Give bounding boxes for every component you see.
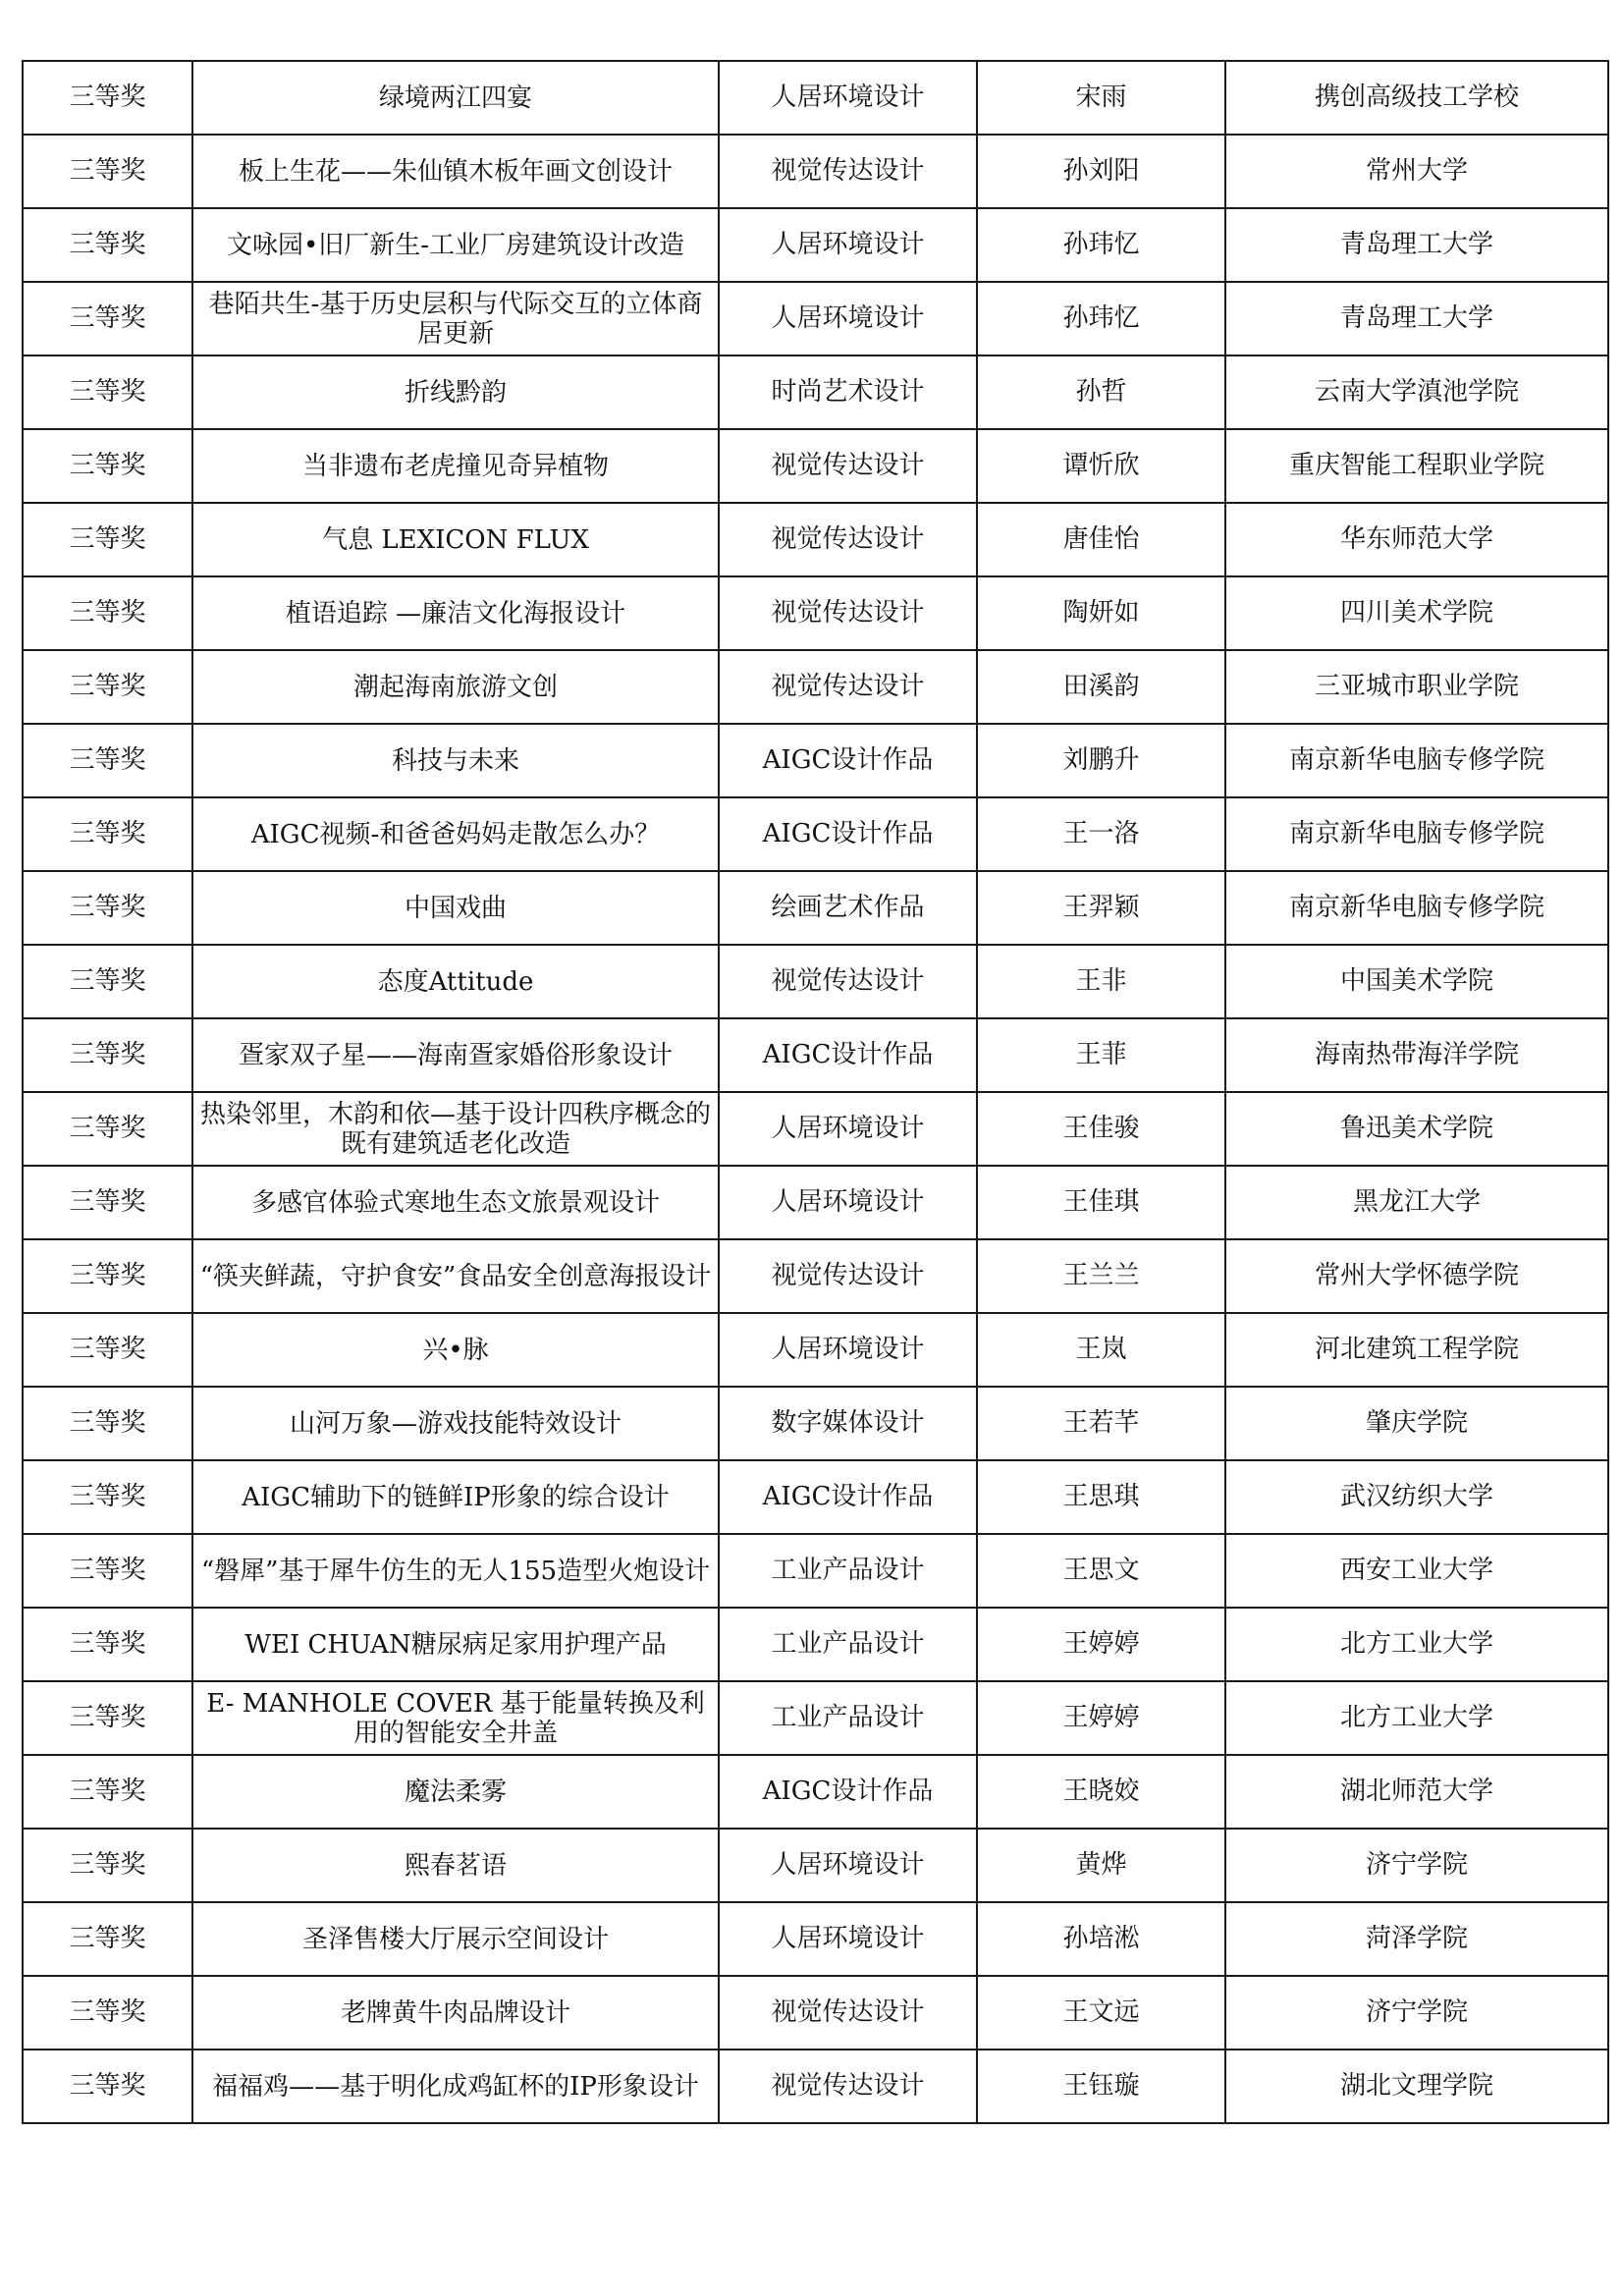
school-cell: 武汉纺织大学 xyxy=(1225,1460,1608,1534)
table-row xyxy=(23,724,1608,797)
award-cell: 三等奖 xyxy=(23,1976,192,2050)
school-cell: 青岛理工大学 xyxy=(1225,282,1608,355)
award-cell: 三等奖 xyxy=(23,1166,192,1239)
school-cell: 北方工业大学 xyxy=(1225,1681,1608,1755)
category-cell: 人居环境设计 xyxy=(719,1313,977,1387)
title-cell: WEI CHUAN糖尿病足家用护理产品 xyxy=(192,1608,719,1681)
category-cell: 数字媒体设计 xyxy=(719,1387,977,1460)
title-cell: 老牌黄牛肉品牌设计 xyxy=(192,1976,719,2050)
title-cell: AIGC视频-和爸爸妈妈走散怎么办？ xyxy=(192,797,719,871)
school-cell: 携创高级技工学校 xyxy=(1225,61,1608,135)
table-row xyxy=(23,1608,1608,1681)
title-cell: 兴•脉 xyxy=(192,1313,719,1387)
category-cell: 时尚艺术设计 xyxy=(719,355,977,429)
category-cell: AIGC设计作品 xyxy=(719,797,977,871)
award-cell: 三等奖 xyxy=(23,1460,192,1534)
school-cell: 济宁学院 xyxy=(1225,1976,1608,2050)
award-cell: 三等奖 xyxy=(23,1829,192,1902)
table-row xyxy=(23,61,1608,135)
award-list-sheet xyxy=(22,60,1607,2124)
category-cell: 视觉传达设计 xyxy=(719,503,977,576)
author-cell: 王钰璇 xyxy=(977,2050,1225,2123)
award-cell: 三等奖 xyxy=(23,1092,192,1166)
award-cell: 三等奖 xyxy=(23,1608,192,1681)
table-row xyxy=(23,2050,1608,2123)
award-cell: 三等奖 xyxy=(23,1018,192,1092)
award-cell: 三等奖 xyxy=(23,650,192,724)
school-cell: 西安工业大学 xyxy=(1225,1534,1608,1608)
author-cell: 王岚 xyxy=(977,1313,1225,1387)
category-cell: 工业产品设计 xyxy=(719,1534,977,1608)
school-cell: 云南大学滇池学院 xyxy=(1225,355,1608,429)
award-cell: 三等奖 xyxy=(23,1387,192,1460)
school-cell: 济宁学院 xyxy=(1225,1829,1608,1902)
author-cell: 王婷婷 xyxy=(977,1608,1225,1681)
school-cell: 南京新华电脑专修学院 xyxy=(1225,871,1608,945)
author-cell: 孙玮忆 xyxy=(977,208,1225,282)
title-cell: 绿境两江四宴 xyxy=(192,61,719,135)
award-cell: 三等奖 xyxy=(23,797,192,871)
school-cell: 北方工业大学 xyxy=(1225,1608,1608,1681)
school-cell: 华东师范大学 xyxy=(1225,503,1608,576)
category-cell: 视觉传达设计 xyxy=(719,945,977,1018)
award-table-body xyxy=(23,61,1608,2123)
school-cell: 肇庆学院 xyxy=(1225,1387,1608,1460)
author-cell: 王羿颖 xyxy=(977,871,1225,945)
school-cell: 南京新华电脑专修学院 xyxy=(1225,797,1608,871)
title-cell: “筷夹鲜蔬，守护食安”食品安全创意海报设计 xyxy=(192,1239,719,1313)
author-cell: 王佳琪 xyxy=(977,1166,1225,1239)
table-row xyxy=(23,1018,1608,1092)
table-row xyxy=(23,208,1608,282)
school-cell: 海南热带海洋学院 xyxy=(1225,1018,1608,1092)
category-cell: 视觉传达设计 xyxy=(719,135,977,208)
school-cell: 黑龙江大学 xyxy=(1225,1166,1608,1239)
category-cell: 人居环境设计 xyxy=(719,1166,977,1239)
author-cell: 王婷婷 xyxy=(977,1681,1225,1755)
award-cell: 三等奖 xyxy=(23,2050,192,2123)
author-cell: 王若芊 xyxy=(977,1387,1225,1460)
title-cell: 植语追踪 —廉洁文化海报设计 xyxy=(192,576,719,650)
table-row xyxy=(23,282,1608,355)
category-cell: 绘画艺术作品 xyxy=(719,871,977,945)
table-row xyxy=(23,576,1608,650)
title-cell: 福福鸡——基于明化成鸡缸杯的IP形象设计 xyxy=(192,2050,719,2123)
award-cell: 三等奖 xyxy=(23,135,192,208)
award-cell: 三等奖 xyxy=(23,871,192,945)
title-cell: E- MANHOLE COVER 基于能量转换及利用的智能安全井盖 xyxy=(192,1681,719,1755)
category-cell: 视觉传达设计 xyxy=(719,1976,977,2050)
author-cell: 孙哲 xyxy=(977,355,1225,429)
author-cell: 刘鹏升 xyxy=(977,724,1225,797)
category-cell: 视觉传达设计 xyxy=(719,576,977,650)
school-cell: 四川美术学院 xyxy=(1225,576,1608,650)
award-cell: 三等奖 xyxy=(23,61,192,135)
table-row xyxy=(23,797,1608,871)
title-cell: 科技与未来 xyxy=(192,724,719,797)
title-cell: 态度Attitude xyxy=(192,945,719,1018)
award-cell: 三等奖 xyxy=(23,724,192,797)
award-cell: 三等奖 xyxy=(23,945,192,1018)
table-row xyxy=(23,1681,1608,1755)
category-cell: AIGC设计作品 xyxy=(719,1460,977,1534)
title-cell: 山河万象—游戏技能特效设计 xyxy=(192,1387,719,1460)
award-cell: 三等奖 xyxy=(23,1534,192,1608)
award-cell: 三等奖 xyxy=(23,1902,192,1976)
title-cell: AIGC辅助下的链鲜IP形象的综合设计 xyxy=(192,1460,719,1534)
category-cell: 人居环境设计 xyxy=(719,1902,977,1976)
author-cell: 王佳骏 xyxy=(977,1092,1225,1166)
award-cell: 三等奖 xyxy=(23,355,192,429)
award-cell: 三等奖 xyxy=(23,1313,192,1387)
school-cell: 常州大学怀德学院 xyxy=(1225,1239,1608,1313)
title-cell: 圣泽售楼大厅展示空间设计 xyxy=(192,1902,719,1976)
award-cell: 三等奖 xyxy=(23,1755,192,1829)
category-cell: 视觉传达设计 xyxy=(719,2050,977,2123)
title-cell: 文咏园•旧厂新生-工业厂房建筑设计改造 xyxy=(192,208,719,282)
school-cell: 三亚城市职业学院 xyxy=(1225,650,1608,724)
author-cell: 王非 xyxy=(977,945,1225,1018)
title-cell: 中国戏曲 xyxy=(192,871,719,945)
title-cell: 当非遗布老虎撞见奇异植物 xyxy=(192,429,719,503)
title-cell: 热染邻里，木韵和依—基于设计四秩序概念的既有建筑适老化改造 xyxy=(192,1092,719,1166)
award-cell: 三等奖 xyxy=(23,503,192,576)
table-row xyxy=(23,1534,1608,1608)
title-cell: 熙春茗语 xyxy=(192,1829,719,1902)
title-cell: 折线黔韵 xyxy=(192,355,719,429)
category-cell: 视觉传达设计 xyxy=(719,1239,977,1313)
author-cell: 孙玮忆 xyxy=(977,282,1225,355)
category-cell: AIGC设计作品 xyxy=(719,724,977,797)
award-cell: 三等奖 xyxy=(23,1681,192,1755)
author-cell: 黄烨 xyxy=(977,1829,1225,1902)
table-row xyxy=(23,429,1608,503)
title-cell: 魔法柔雾 xyxy=(192,1755,719,1829)
author-cell: 孙培淞 xyxy=(977,1902,1225,1976)
author-cell: 王一洛 xyxy=(977,797,1225,871)
table-row xyxy=(23,1092,1608,1166)
category-cell: 人居环境设计 xyxy=(719,1092,977,1166)
school-cell: 南京新华电脑专修学院 xyxy=(1225,724,1608,797)
table-row xyxy=(23,650,1608,724)
school-cell: 青岛理工大学 xyxy=(1225,208,1608,282)
school-cell: 鲁迅美术学院 xyxy=(1225,1092,1608,1166)
author-cell: 王文远 xyxy=(977,1976,1225,2050)
table-row xyxy=(23,1313,1608,1387)
author-cell: 唐佳怡 xyxy=(977,503,1225,576)
table-row xyxy=(23,945,1608,1018)
author-cell: 孙刘阳 xyxy=(977,135,1225,208)
title-cell: 多感官体验式寒地生态文旅景观设计 xyxy=(192,1166,719,1239)
school-cell: 河北建筑工程学院 xyxy=(1225,1313,1608,1387)
category-cell: 视觉传达设计 xyxy=(719,650,977,724)
author-cell: 王晓姣 xyxy=(977,1755,1225,1829)
school-cell: 中国美术学院 xyxy=(1225,945,1608,1018)
category-cell: AIGC设计作品 xyxy=(719,1755,977,1829)
table-row xyxy=(23,1976,1608,2050)
category-cell: 工业产品设计 xyxy=(719,1608,977,1681)
title-cell: 巷陌共生-基于历史层积与代际交互的立体商居更新 xyxy=(192,282,719,355)
author-cell: 王思琪 xyxy=(977,1460,1225,1534)
title-cell: “磐犀”基于犀牛仿生的无人155造型火炮设计 xyxy=(192,1534,719,1608)
award-cell: 三等奖 xyxy=(23,576,192,650)
category-cell: 视觉传达设计 xyxy=(719,429,977,503)
school-cell: 湖北文理学院 xyxy=(1225,2050,1608,2123)
table-row xyxy=(23,355,1608,429)
table-row xyxy=(23,1829,1608,1902)
table-row xyxy=(23,1166,1608,1239)
table-row xyxy=(23,1902,1608,1976)
category-cell: AIGC设计作品 xyxy=(719,1018,977,1092)
author-cell: 王菲 xyxy=(977,1018,1225,1092)
award-cell: 三等奖 xyxy=(23,429,192,503)
table-row xyxy=(23,1755,1608,1829)
table-row xyxy=(23,871,1608,945)
school-cell: 重庆智能工程职业学院 xyxy=(1225,429,1608,503)
author-cell: 王思文 xyxy=(977,1534,1225,1608)
table-row xyxy=(23,1239,1608,1313)
award-cell: 三等奖 xyxy=(23,282,192,355)
category-cell: 人居环境设计 xyxy=(719,1829,977,1902)
table-row xyxy=(23,135,1608,208)
table-row xyxy=(23,503,1608,576)
title-cell: 板上生花——朱仙镇木板年画文创设计 xyxy=(192,135,719,208)
title-cell: 疍家双子星——海南疍家婚俗形象设计 xyxy=(192,1018,719,1092)
table-row xyxy=(23,1387,1608,1460)
title-cell: 潮起海南旅游文创 xyxy=(192,650,719,724)
title-cell: 气息 LEXICON FLUX xyxy=(192,503,719,576)
author-cell: 田溪韵 xyxy=(977,650,1225,724)
award-cell: 三等奖 xyxy=(23,1239,192,1313)
award-table xyxy=(22,60,1609,2124)
category-cell: 人居环境设计 xyxy=(719,282,977,355)
author-cell: 谭忻欣 xyxy=(977,429,1225,503)
school-cell: 湖北师范大学 xyxy=(1225,1755,1608,1829)
category-cell: 工业产品设计 xyxy=(719,1681,977,1755)
category-cell: 人居环境设计 xyxy=(719,61,977,135)
author-cell: 陶妍如 xyxy=(977,576,1225,650)
table-row xyxy=(23,1460,1608,1534)
category-cell: 人居环境设计 xyxy=(719,208,977,282)
author-cell: 宋雨 xyxy=(977,61,1225,135)
author-cell: 王兰兰 xyxy=(977,1239,1225,1313)
award-cell: 三等奖 xyxy=(23,208,192,282)
school-cell: 菏泽学院 xyxy=(1225,1902,1608,1976)
school-cell: 常州大学 xyxy=(1225,135,1608,208)
